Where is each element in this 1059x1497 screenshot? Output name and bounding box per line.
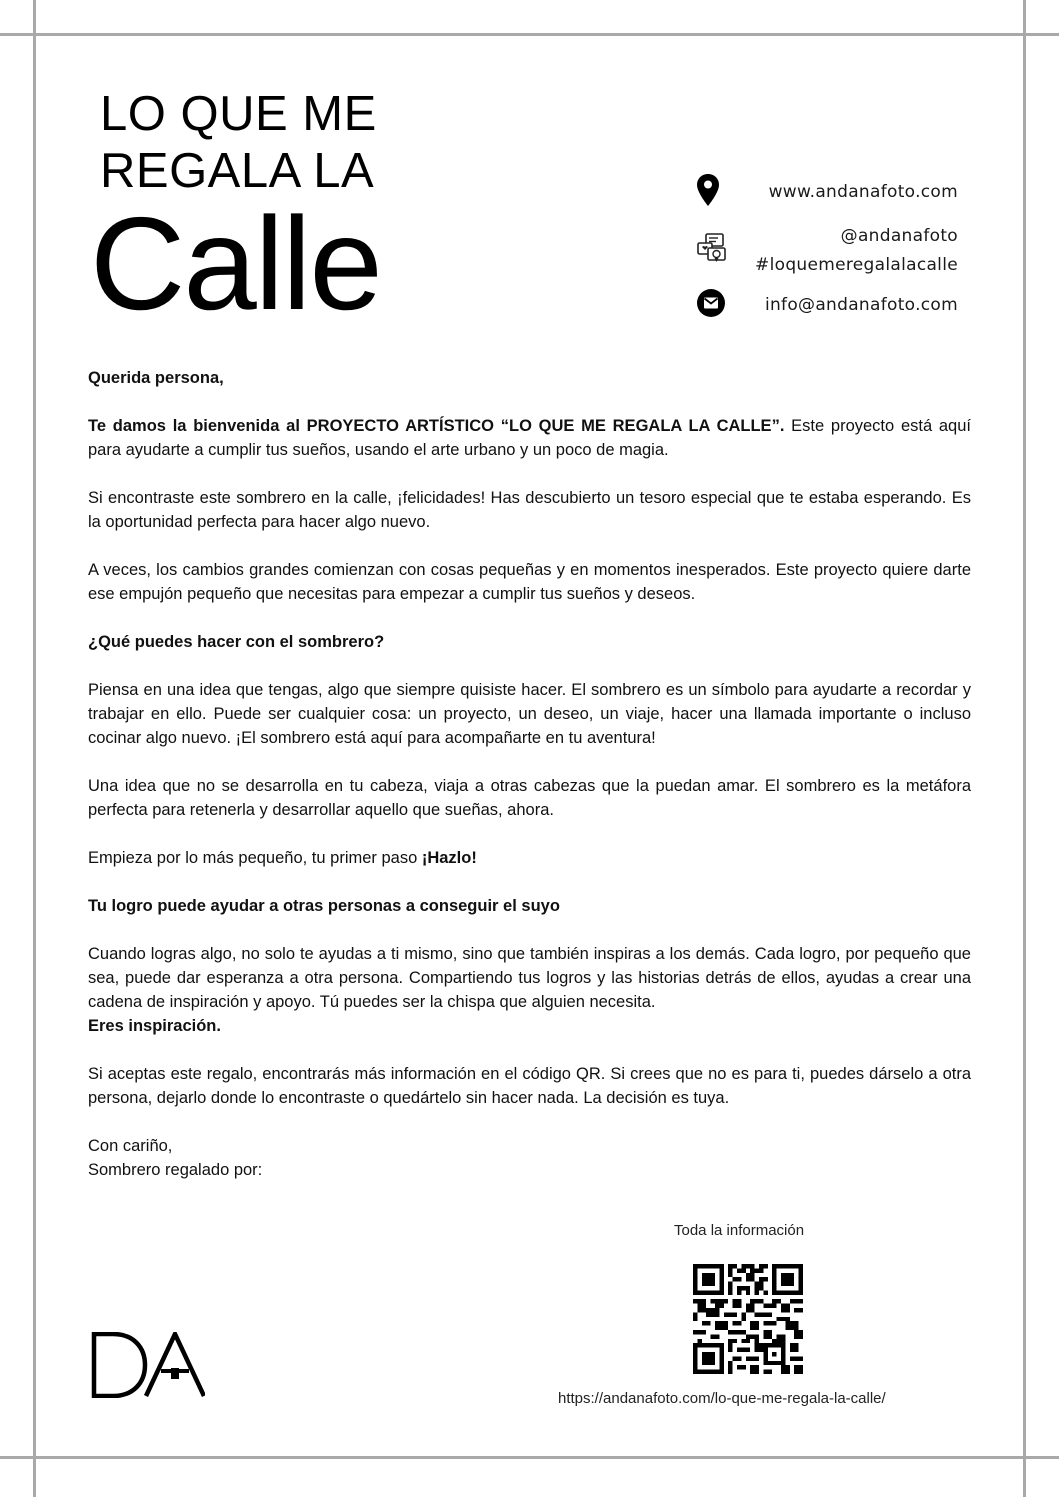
crop-guide-top [0,33,1059,36]
section-heading-achievement: Tu logro puede ayudar a otras personas a conseguir el suyo [88,897,560,915]
greeting: Querida persona, [88,369,224,387]
qr-code[interactable] [693,1264,803,1374]
social-text [755,222,958,280]
crop-guide-bottom [0,1456,1059,1459]
contact-block [696,172,958,323]
andana-logo [91,1332,205,1398]
contact-email-row[interactable] [696,287,958,323]
contact-website-row[interactable] [696,172,958,212]
website-link[interactable]: www.andanafoto.com [768,182,958,202]
crop-guide-right [1023,0,1026,1497]
paragraph-changes: A veces, los cambios grandes comienzan con cosas pequeñas y en momentos inesperados. Este proyecto quiere darte ese empujón pequeño que necesitas para empezar a cumplir tus sueños y deseos. [88,561,971,603]
instagram-handle[interactable]: @andanafoto [840,226,958,246]
qr-url-link[interactable]: https://andanafoto.com/lo-que-me-regala-la-calle/ [558,1390,886,1407]
social-chat-icon [696,232,728,271]
qr-caption: Toda la información [674,1222,805,1239]
paragraph-qr-decision: Si aceptas este regalo, encontrarás más información en el código QR. Si crees que no es para ti, puedes dárselo a otra persona, dejarlo donde lo encontraste o quedártelo sin hacer nada. La decisión es tuya. [88,1065,971,1107]
welcome-bold: Te damos la bienvenida al PROYECTO ARTÍSTICO “LO QUE ME REGALA LA CALLE”. [88,417,785,435]
page-title [90,86,381,337]
paragraph-idea: Piensa en una idea que tengas, algo que siempre quisiste hacer. El sombrero es un símbolo para ayudarte a recordar y trabajar en ello. Puede ser cualquier cosa: un proyecto, un deseo, un viaje, hacer una llamada importante o incluso cocinar algo nuevo. ¡El sombrero está aquí para acompañarte en tu aventura! [88,681,971,747]
paragraph-metaphor: Una idea que no se desarrolla en tu cabeza, viaja a otras cabezas que la puedan amar. El sombrero es la metáfora perfecta para retenerla y desarrollar aquello que sueñas, ahora. [88,777,971,819]
mail-icon [696,288,726,323]
title-line-2: REGALA LA [100,144,375,198]
closing: Con cariño, Sombrero regalado por: [88,1137,263,1179]
location-pin-icon [696,173,720,212]
paragraph-inspiration: Cuando logras algo, no solo te ayudas a ti mismo, sino que también inspiras a los demás. Cada logro, por pequeño que sea, puede dar esperanza a otra persona. Compartiendo tus logros y las historias detrás de ellos, ayudas a crear una cadena de inspiración y apoyo. Tú puedes ser la chispa que alguien necesita. Eres inspiración. [88,945,971,1035]
paragraph-start-small: Empieza por lo más pequeño, tu primer paso ¡Hazlo! [88,849,477,867]
section-heading-what-to-do: ¿Qué puedes hacer con el sombrero? [88,633,385,651]
title-big-word: Calle [90,190,381,337]
paragraph-welcome: Te damos la bienvenida al PROYECTO ARTÍSTICO “LO QUE ME REGALA LA CALLE”. Este proyecto está aquí para ayudarte a cumplir tus sueños, usando el arte urbano y un poco de magia. [88,417,971,459]
project-hashtag[interactable]: #loquemeregalalacalle [755,255,958,275]
paragraph-found-hat: Si encontraste este sombrero en la calle, ¡felicidades! Has descubierto un tesoro especial que te estaba esperando. Es la oportunidad perfecta para hacer algo nuevo. [88,489,971,531]
title-line-1: LO QUE ME [100,87,377,141]
contact-social-row [696,219,958,283]
crop-guide-left [33,0,36,1497]
email-link[interactable]: info@andanafoto.com [764,295,958,315]
letter-body [88,366,971,1182]
da-logo-mark [91,1332,205,1398]
